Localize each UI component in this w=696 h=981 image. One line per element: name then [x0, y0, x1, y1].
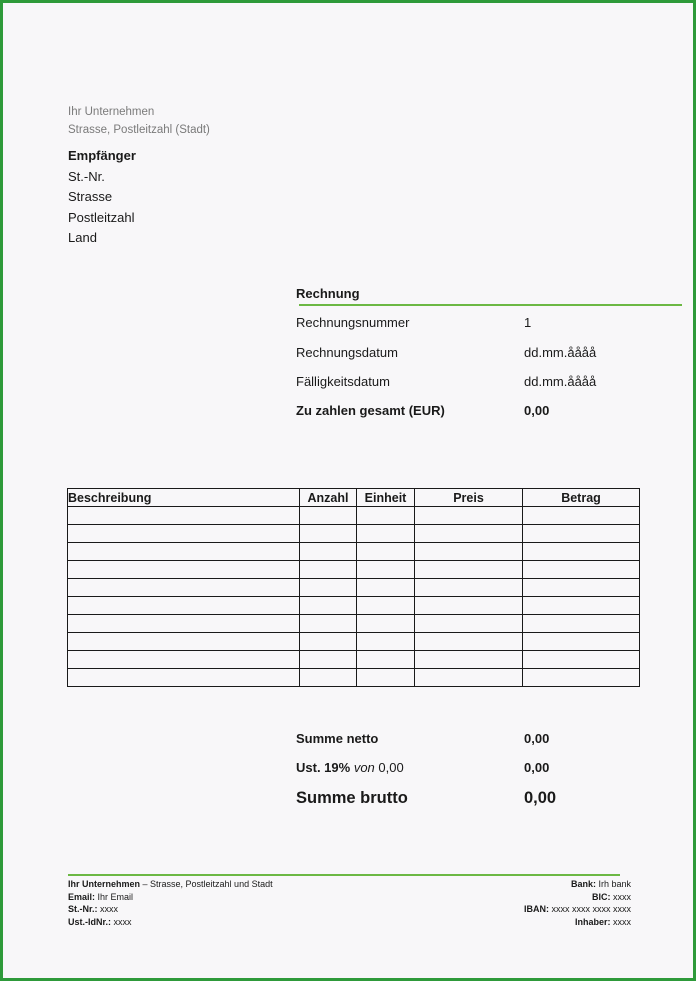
table-row: [68, 543, 640, 561]
column-header-price: Preis: [415, 489, 523, 507]
invoice-date-label: Rechnungsdatum: [296, 345, 398, 360]
table-cell: [300, 615, 357, 633]
table-row: [68, 561, 640, 579]
table-cell: [68, 615, 300, 633]
gross-total-value: 0,00: [524, 789, 557, 807]
table-cell: [523, 525, 640, 543]
table-row: [68, 651, 640, 669]
table-cell: [523, 615, 640, 633]
table-row: [68, 633, 640, 651]
table-cell: [523, 579, 640, 597]
footer-stnr-value: xxxx: [97, 904, 119, 915]
table-cell: [415, 543, 523, 561]
table-cell: [300, 597, 357, 615]
table-cell: [300, 669, 357, 687]
table-header-row: [68, 489, 640, 507]
table-cell: [68, 669, 300, 687]
sender-company: Ihr Unternehmen: [68, 106, 155, 118]
table-row: [68, 615, 640, 633]
invoice-date-value: dd.mm.åååå: [524, 345, 597, 360]
table-cell: [357, 633, 415, 651]
table-cell: [357, 651, 415, 669]
table-cell: [357, 579, 415, 597]
table-cell: [415, 525, 523, 543]
recipient-line: St.-Nr.: [68, 168, 105, 184]
footer-bic-value: xxxx: [610, 891, 631, 902]
table-cell: [300, 651, 357, 669]
sender-block: [68, 103, 210, 139]
due-date-label: Fälligkeitsdatum: [296, 374, 390, 389]
table-cell: [300, 525, 357, 543]
table-cell: [523, 669, 640, 687]
table-cell: [357, 561, 415, 579]
table-cell: [68, 597, 300, 615]
table-cell: [523, 561, 640, 579]
footer-company-line: [68, 878, 273, 891]
table-cell: [523, 651, 640, 669]
table-cell: [523, 543, 640, 561]
footer-owner-line: [443, 916, 631, 929]
footer-company-info: [68, 878, 273, 928]
recipient-block: [68, 146, 136, 249]
recipient-line: Land: [68, 230, 97, 245]
footer-bank-label: Bank:: [570, 879, 596, 889]
footer-stnr-line: [68, 903, 273, 916]
footer-iban-line: [443, 903, 631, 916]
table-row: [68, 669, 640, 687]
sender-address: Strasse, Postleitzahl (Stadt): [68, 124, 210, 136]
footer-ustid-line: [68, 916, 273, 929]
line-items-table: [67, 488, 640, 687]
vat-base: 0,00: [378, 760, 404, 775]
footer-owner-label: Inhaber:: [574, 916, 611, 927]
table-cell: [415, 615, 523, 633]
table-cell: [415, 633, 523, 651]
footer-owner-value: xxxx: [610, 916, 631, 927]
table-cell: [68, 525, 300, 543]
table-row: [68, 597, 640, 615]
footer-iban-label: IBAN:: [523, 904, 549, 915]
due-date-value: dd.mm.åååå: [524, 374, 597, 389]
footer-ustid-label: Ust.-IdNr.:: [68, 916, 112, 927]
footer-bic-label: BIC:: [591, 891, 611, 902]
table-cell: [415, 597, 523, 615]
vat-line: [296, 760, 404, 775]
table-cell: [415, 651, 523, 669]
footer-bank-value: Irh bank: [595, 879, 631, 889]
table-cell: [300, 633, 357, 651]
vat-on-word: von: [353, 760, 375, 775]
table-cell: [357, 507, 415, 525]
footer-bic-line: [443, 891, 631, 904]
invoice-title: Rechnung: [296, 286, 360, 301]
footer-email-line: [68, 891, 273, 904]
table-row: [68, 507, 640, 525]
net-total-label: Summe netto: [296, 731, 379, 746]
footer-company-name: Ihr Unternehmen: [68, 879, 141, 889]
net-total-value: 0,00: [524, 731, 550, 746]
footer-divider: [68, 874, 620, 876]
table-cell: [68, 633, 300, 651]
table-cell: [357, 525, 415, 543]
table-row: [68, 525, 640, 543]
column-header-description: Beschreibung: [68, 489, 300, 507]
table-cell: [68, 651, 300, 669]
table-cell: [300, 507, 357, 525]
table-cell: [415, 579, 523, 597]
table-cell: [300, 579, 357, 597]
table-cell: [357, 615, 415, 633]
table-cell: [523, 597, 640, 615]
table-cell: [523, 507, 640, 525]
invoice-number-label: Rechnungsnummer: [296, 315, 410, 330]
invoice-title-underline: [299, 304, 682, 306]
recipient-line: Strasse: [68, 189, 113, 204]
gross-total-label: Summe brutto: [296, 789, 408, 807]
table-cell: [523, 633, 640, 651]
footer-stnr-label: St.-Nr.:: [68, 904, 98, 915]
footer-bank-line: [443, 878, 631, 891]
table-cell: [68, 543, 300, 561]
table-cell: [68, 507, 300, 525]
table-cell: [357, 597, 415, 615]
total-due-value: 0,00: [524, 403, 550, 418]
recipient-name: Empfänger: [68, 148, 136, 163]
column-header-unit: Einheit: [357, 489, 415, 507]
invoice-number-value: 1: [524, 315, 532, 330]
table-cell: [357, 669, 415, 687]
table-cell: [300, 543, 357, 561]
table-cell: [68, 561, 300, 579]
table-cell: [415, 669, 523, 687]
vat-label: Ust. 19%: [296, 760, 351, 775]
footer-email-value: Ihr Email: [95, 891, 134, 902]
table-body: [68, 507, 640, 687]
vat-value: 0,00: [524, 760, 550, 775]
table-cell: [415, 507, 523, 525]
table-cell: [357, 543, 415, 561]
table-cell: [415, 561, 523, 579]
footer-iban-value: xxxx xxxx xxxx xxxx: [548, 904, 631, 915]
footer-ustid-value: xxxx: [111, 916, 132, 927]
total-due-label: Zu zahlen gesamt (EUR): [296, 403, 445, 418]
table-cell: [68, 579, 300, 597]
column-header-amount: Betrag: [523, 489, 640, 507]
column-header-quantity: Anzahl: [300, 489, 357, 507]
footer-bank-info: [443, 878, 631, 928]
footer-email-label: Email:: [68, 891, 96, 902]
table-cell: [300, 561, 357, 579]
recipient-line: Postleitzahl: [68, 209, 135, 225]
footer-company-address: – Strasse, Postleitzahl und Stadt: [140, 879, 273, 889]
table-row: [68, 579, 640, 597]
